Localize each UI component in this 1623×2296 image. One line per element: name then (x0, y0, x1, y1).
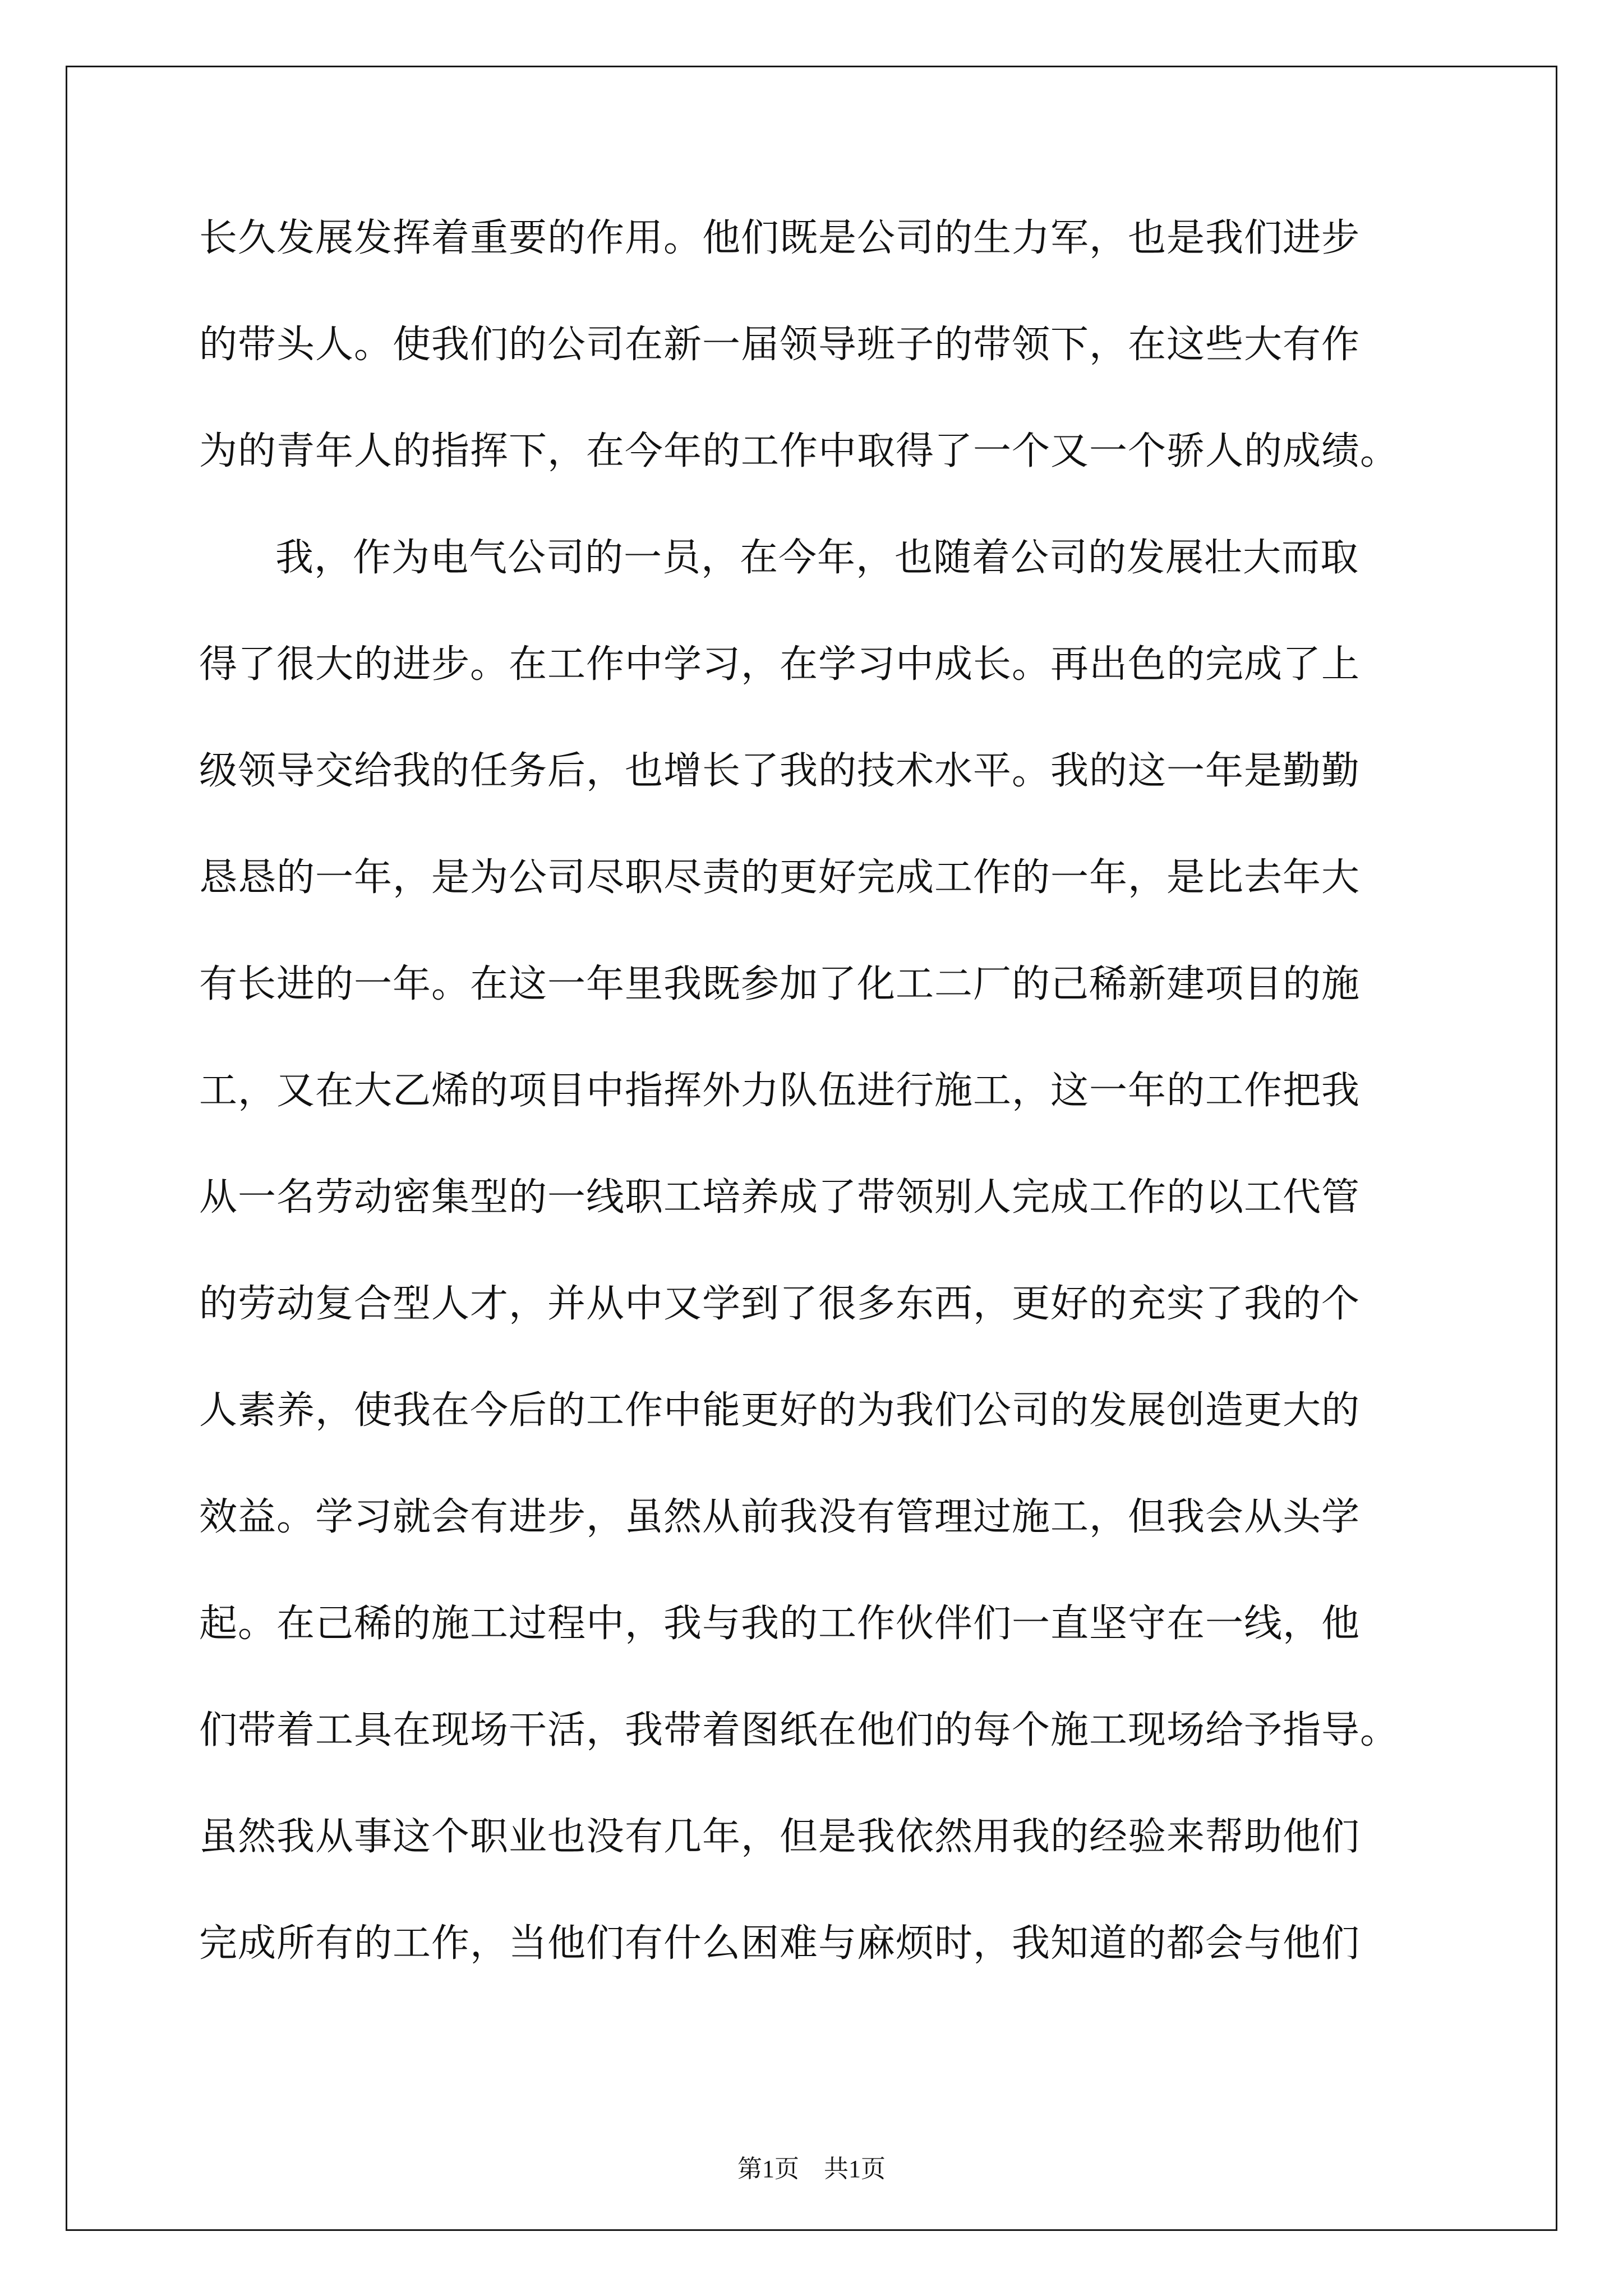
text-line: 起。在己稀的施工过程中，我与我的工作伙伴们一直坚守在一线，他 (199, 1602, 1361, 1646)
text-line: 的劳动复合型人才，并从中又学到了很多东西，更好的充实了我的个 (199, 1282, 1361, 1326)
text-line: 有长进的一年。在这一年里我既参加了化工二厂的己稀新建项目的施 (199, 962, 1361, 1006)
text-line: 虽然我从事这个职业也没有几年，但是我依然用我的经验来帮助他们 (199, 1815, 1361, 1859)
document-body (199, 185, 1433, 1997)
text-line: 效益。学习就会有进步，虽然从前我没有管理过施工，但我会从头学 (199, 1495, 1361, 1539)
paragraph-first-line: 我，作为电气公司的一员，在今年，也随着公司的发展壮大而取 (275, 536, 1359, 580)
text-line: 从一名劳动密集型的一线职工培养成了带领别人完成工作的以工代管 (199, 1175, 1361, 1220)
text-line: 长久发展发挥着重要的作用。他们既是公司的生力军，也是我们进步 (199, 216, 1361, 260)
text-line: 为的青年人的指挥下，在今年的工作中取得了一个又一个骄人的成绩。 (199, 429, 1399, 473)
text-line: 恳恳的一年，是为公司尽职尽责的更好完成工作的一年，是比去年大 (199, 855, 1361, 900)
text-line: 级领导交给我的任务后，也增长了我的技术水平。我的这一年是勤勤 (199, 749, 1361, 793)
page-number-footer: 第1页 共1页 (737, 2155, 886, 2183)
text-line: 工，又在大乙烯的项目中指挥外力队伍进行施工，这一年的工作把我 (199, 1069, 1361, 1113)
text-line: 的带头人。使我们的公司在新一届领导班子的带领下，在这些大有作 (199, 323, 1361, 367)
text-line: 们带着工具在现场干活，我带着图纸在他们的每个施工现场给予指导。 (199, 1708, 1399, 1752)
text-line: 人素养，使我在今后的工作中能更好的为我们公司的发展创造更大的 (199, 1388, 1361, 1433)
text-line: 得了很大的进步。在工作中学习，在学习中成长。再出色的完成了上 (199, 642, 1361, 687)
text-line: 完成所有的工作，当他们有什么困难与麻烦时，我知道的都会与他们 (199, 1921, 1361, 1966)
